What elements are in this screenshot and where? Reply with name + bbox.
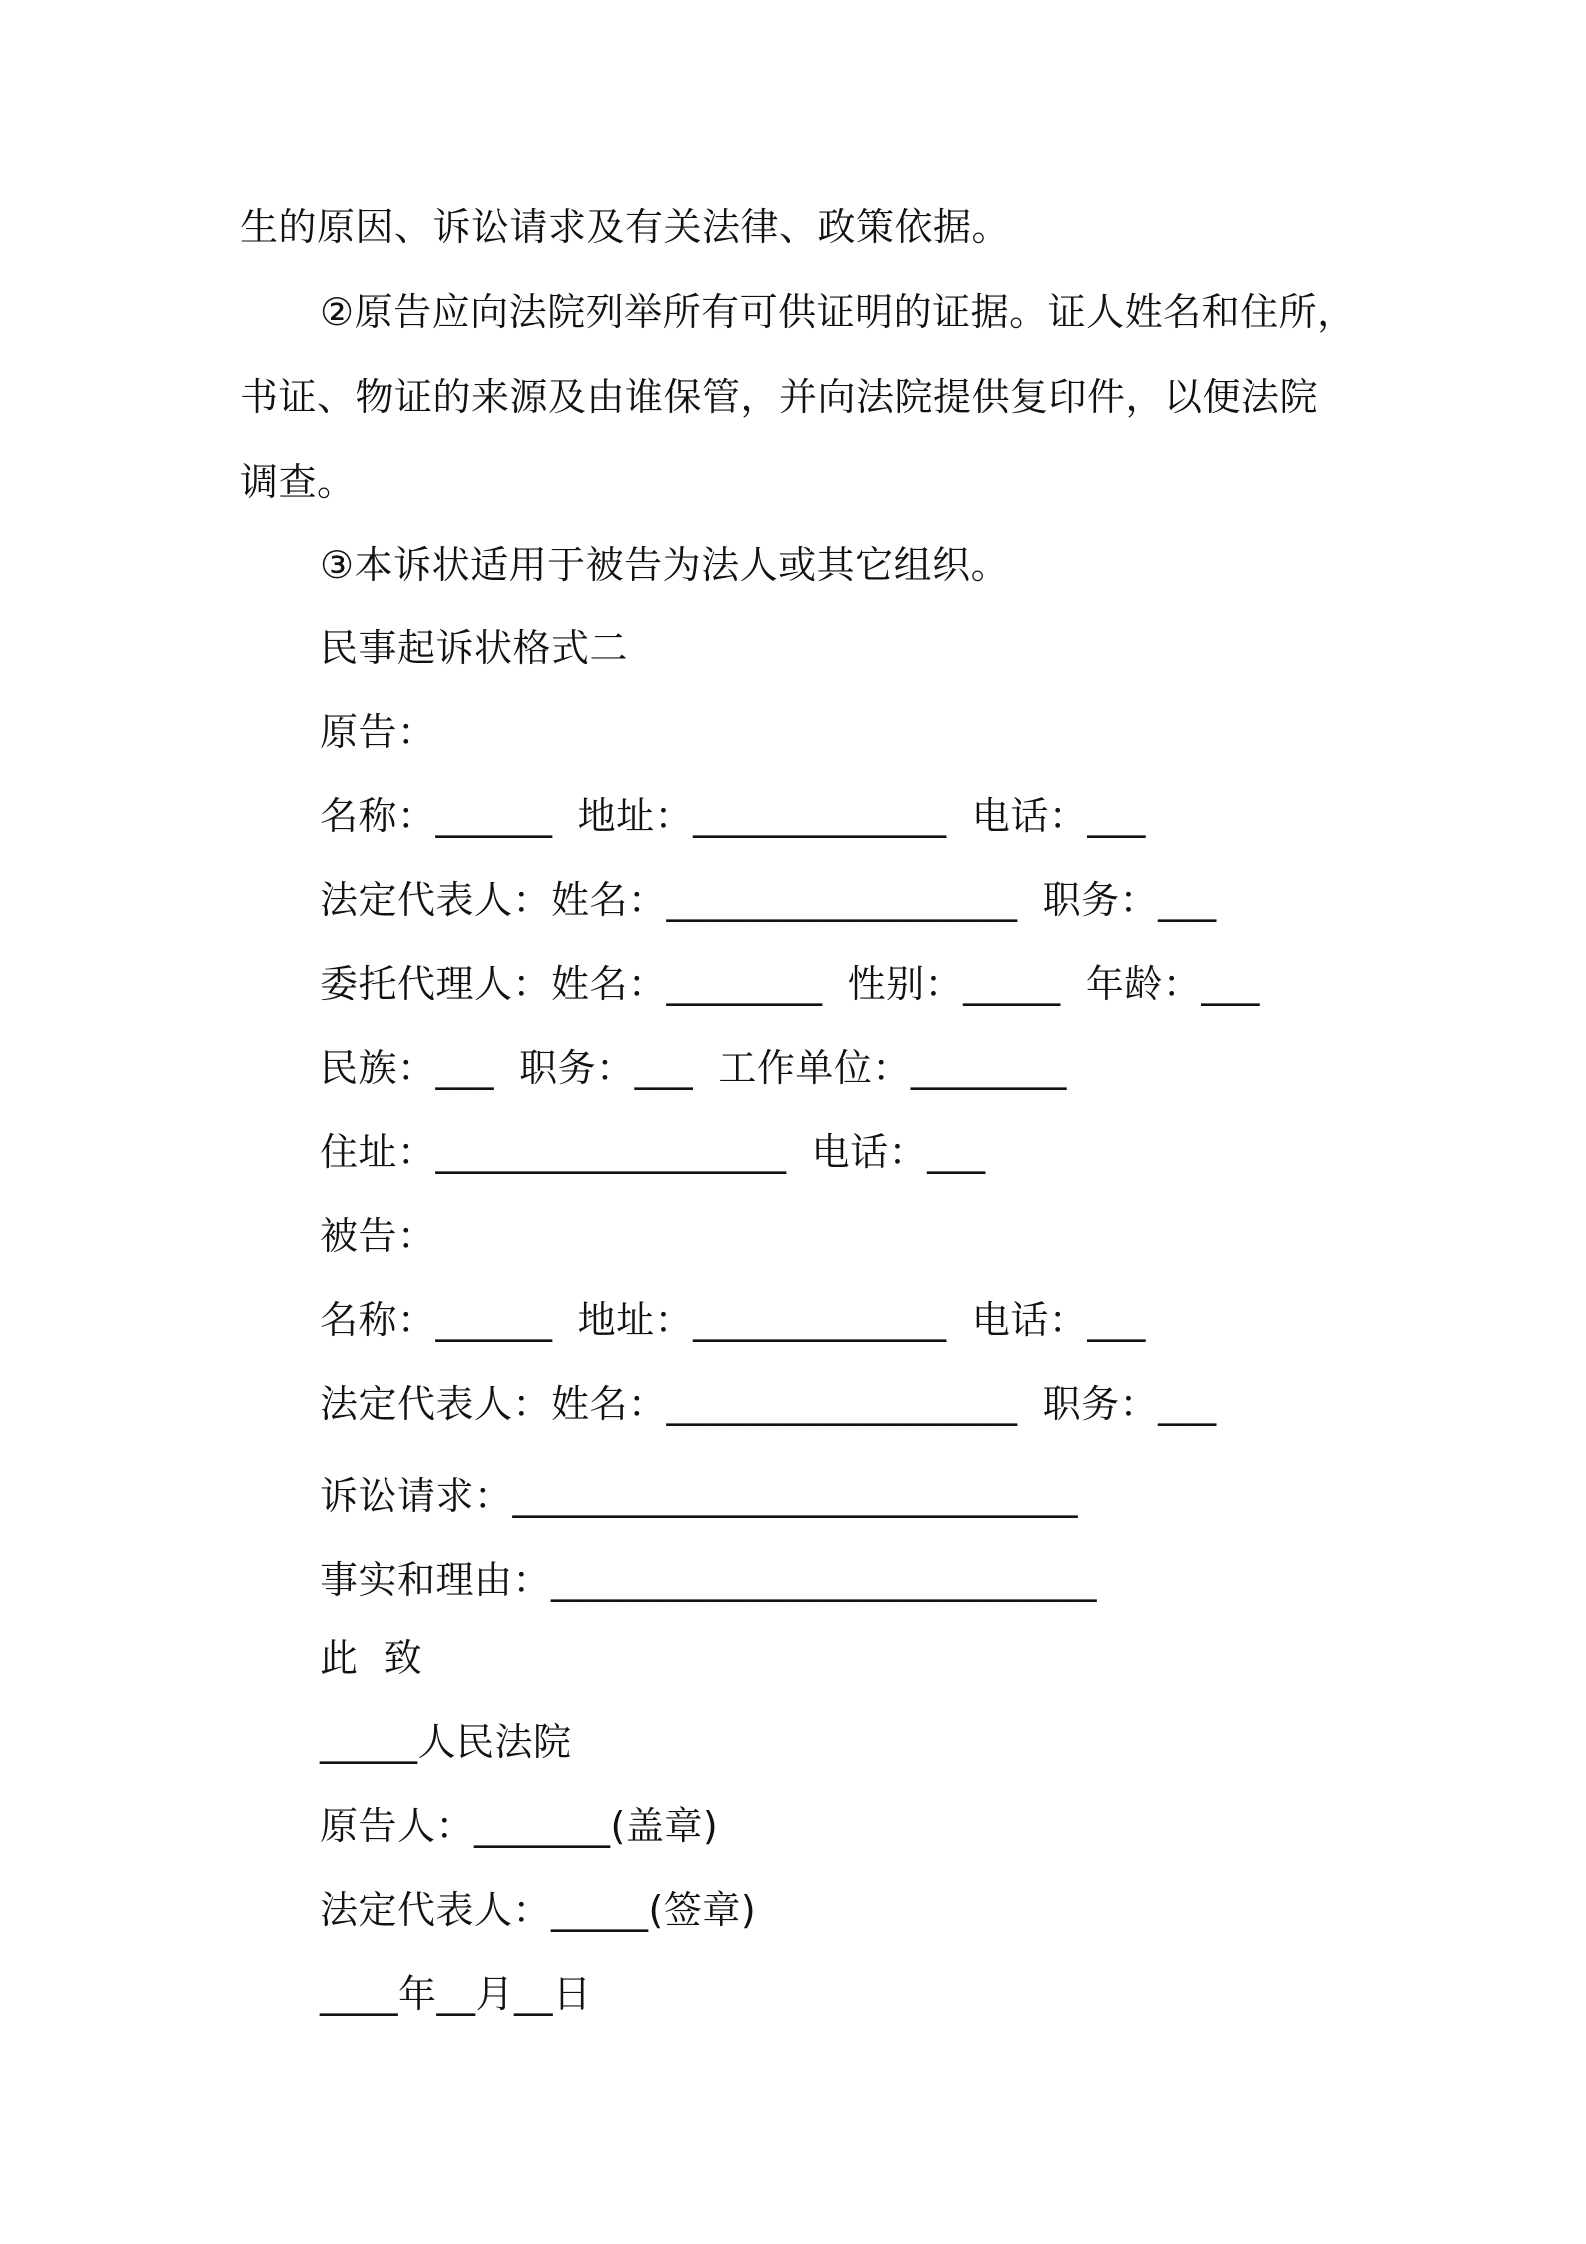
plaintiff-agent: 委托代理人：姓名：________ 性别：_____ 年龄：___ — [320, 962, 1260, 1006]
court-name-field: _____人民法院 — [320, 1720, 572, 1764]
facts-reasons-field: 事实和理由：____________________________ — [320, 1558, 1098, 1602]
defendant-name-address-phone: 名称：______ 地址：_____________ 电话：___ — [320, 1298, 1146, 1342]
defendant-heading: 被告： — [320, 1214, 436, 1258]
date-field: ____年__月__日 — [320, 1972, 592, 2016]
plaintiff-agent-details: 民族：___ 职务：___ 工作单位：________ — [320, 1046, 1067, 1090]
plaintiff-signature-field: 原告人：_______(盖章) — [320, 1804, 719, 1848]
plaintiff-heading: 原告： — [320, 710, 436, 754]
note-item-2: ②原告应向法院列举所有可供证明的证据。证人姓名和住所， — [320, 290, 1356, 334]
salutation: 此 致 — [320, 1636, 423, 1680]
note-item-2-end: 调查。 — [240, 460, 356, 504]
defendant-legal-rep: 法定代表人：姓名：__________________ 职务：___ — [320, 1382, 1217, 1426]
plaintiff-name-address-phone: 名称：______ 地址：_____________ 电话：___ — [320, 794, 1146, 838]
note-item-2-continued: 书证、物证的来源及由谁保管，并向法院提供复印件，以便法院 — [240, 375, 1319, 419]
note-item-3: ③本诉状适用于被告为法人或其它组织。 — [320, 543, 1010, 587]
legal-rep-signature-field: 法定代表人：_____(签章) — [320, 1888, 757, 1932]
paragraph-continuation: 生的原因、诉讼请求及有关法律、政策依据。 — [240, 205, 1011, 249]
plaintiff-legal-rep: 法定代表人：姓名：__________________ 职务：___ — [320, 878, 1217, 922]
section-title: 民事起诉状格式二 — [320, 626, 629, 670]
claims-field: 诉讼请求：_____________________________ — [320, 1474, 1079, 1518]
plaintiff-agent-address: 住址：__________________ 电话：___ — [320, 1130, 986, 1174]
